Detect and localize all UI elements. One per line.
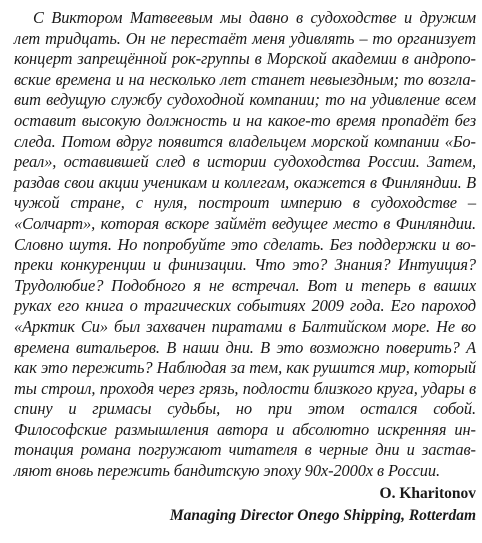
author-name: O. Kharitonov (379, 484, 476, 502)
review-paragraph: С Виктором Матвеевым мы давно в судоходстве и дружим лет тридцать. Он не перестаёт меня удивлять – то организует концерт запрещённой рок-группы в Морской академии в андроповские времена и на несколько лет станет невыездным; то возглавит ведущую службу судоходной компании; то на удивление всем оставит высокую должность и на какое-то время пропадёт без следа. Потом вдруг появится владельцем морской компании «Бореал», оставившей след в истории судоходства России. Затем, раздав свои акции ученикам и коллегам, окажется в Финляндии. В чужой стране, с нуля, построит империю в судоходстве – «Солчарт», которая вскоре займёт ведущее место в Финляндии. Словно шутя. Но попробуйте это сделать. Без поддержки и вопреки конкуренции и финизации. Что это? Знания? Интуиция? Трудолюбие? Подобного я не встречал. Вот и теперь в ваших руках его книга о трагических событиях 2009 года. Его пароход «Арктик Си» был захвачен пиратами в Балтийском море. Не во времена витальеров. В наши дни. В это возможно поверить? А как это пережить? Наблюдая за тем, как рушится мир, который ты строил, проходя через грязь, подлости близкого круга, удары в спину и гримасы судьбы, но при этом остался собой. Философские размышления автора и абсолютно искренняя интонация романа погружают читателя в черные дни и заставляют вновь пережить бандитскую эпоху 90х-2000х в России. (14, 8, 476, 481)
author-role: Managing Director Onego Shipping, Rotterdam (169, 506, 476, 524)
